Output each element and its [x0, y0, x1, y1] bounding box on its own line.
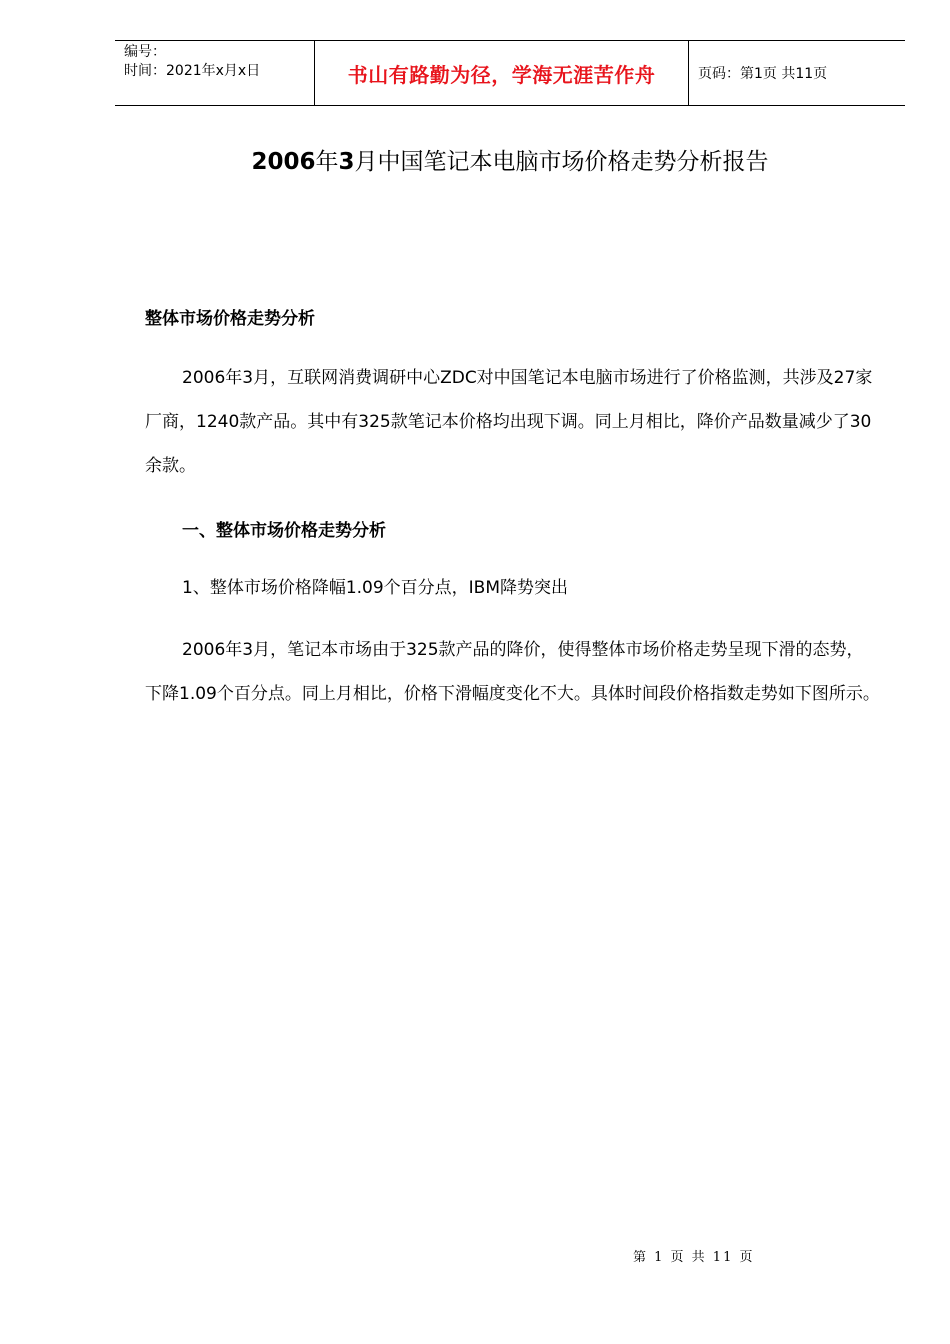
- title-year-unit: 年: [315, 149, 339, 175]
- title-rest: 月中国笔记本电脑市场价格走势分析报告: [354, 149, 769, 175]
- page-header: [115, 40, 905, 106]
- header-motto: 书山有路勤为径，学海无涯苦作舟: [315, 41, 689, 105]
- number-label: 编号：: [124, 44, 166, 60]
- page-footer: 第 1 页 共 11 页: [633, 1250, 755, 1265]
- document-title: [115, 145, 905, 179]
- title-month: 3: [338, 149, 355, 175]
- header-meta: [115, 41, 315, 105]
- section-heading-overall: 整体市场价格走势分析: [145, 309, 315, 329]
- header-page-info: 页码：第1页 共11页: [698, 66, 828, 82]
- section-heading-one: 一、整体市场价格走势分析: [182, 521, 386, 541]
- section-paragraph-trend: [145, 628, 880, 716]
- section-paragraph-intro: [145, 356, 880, 488]
- intro-paragraph: 2006年3月，互联网消费调研中心ZDC对中国笔记本电脑市场进行了价格监测，共涉及27家厂商，1240款产品。其中有325款笔记本价格均出现下调。同上月相比，降价产品数量减少了30余款。: [145, 368, 873, 476]
- subheading-price-drop: 1、整体市场价格降幅1.09个百分点，IBM降势突出: [182, 578, 569, 598]
- trend-paragraph: 2006年3月，笔记本市场由于325款产品的降价，使得整体市场价格走势呈现下滑的态势，下降1.09个百分点。同上月相比，价格下滑幅度变化不大。具体时间段价格指数走势如下图所示。: [145, 640, 880, 704]
- title-year: 2006: [251, 149, 316, 175]
- time-label: 时间：2021年x月x日: [124, 63, 261, 79]
